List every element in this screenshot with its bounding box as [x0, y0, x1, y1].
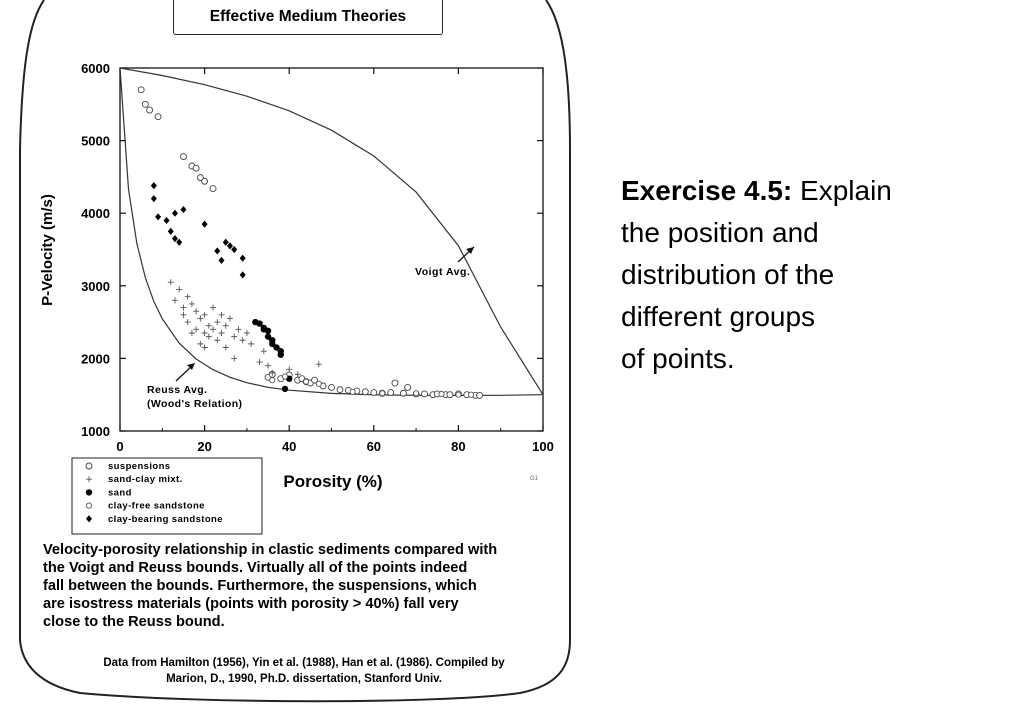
point-clay-free-sandstone	[304, 379, 309, 384]
caption-line: the Voigt and Reuss bounds. Virtually all of the points indeed	[43, 560, 468, 576]
exercise-line: different groups	[621, 301, 816, 332]
legend-label: clay-bearing sandstone	[108, 513, 223, 525]
point-sand-clay-mixt	[189, 301, 195, 307]
exercise-text	[621, 170, 1001, 380]
point-clay-bearing-sandstone	[172, 210, 178, 217]
reuss-label: (Wood's Relation)	[147, 398, 243, 410]
point-sand-clay-mixt	[210, 305, 216, 311]
credit-line: Data from Hamilton (1956), Yin et al. (1988), Han et al. (1986). Compiled by	[103, 657, 505, 669]
point-sand-clay-mixt	[202, 330, 208, 336]
point-sand-clay-mixt	[219, 312, 225, 318]
point-clay-free-sandstone	[350, 389, 355, 394]
point-sand-clay-mixt	[168, 279, 174, 285]
y-tick-label: 4000	[81, 206, 110, 222]
y-axis-label: P-Velocity (m/s)	[39, 194, 56, 306]
point-clay-bearing-sandstone	[168, 228, 174, 235]
point-suspensions	[405, 384, 411, 390]
point-suspensions	[155, 114, 161, 120]
voigt-label: Voigt Avg.	[415, 266, 471, 278]
x-tick-label: 40	[281, 439, 297, 454]
point-sand	[282, 386, 288, 392]
point-sand-clay-mixt	[202, 345, 208, 351]
exercise-line: of points.	[621, 343, 735, 374]
legend-label: suspensions	[108, 461, 171, 472]
legend-label: sand	[108, 487, 132, 499]
point-sand	[278, 352, 284, 358]
point-sand-clay-mixt	[286, 366, 292, 372]
point-sand-clay-mixt	[227, 315, 233, 321]
point-suspensions	[447, 392, 453, 398]
y-tick-label: 1000	[81, 424, 110, 439]
point-clay-free-sandstone	[270, 378, 275, 383]
point-suspensions	[138, 87, 144, 93]
point-suspensions	[337, 387, 343, 393]
point-suspensions	[362, 389, 368, 395]
point-sand-clay-mixt	[231, 355, 237, 361]
point-suspensions	[202, 178, 208, 184]
point-sand-clay-mixt	[189, 330, 195, 336]
y-tick-label: 6000	[81, 61, 110, 76]
legend-marker	[86, 503, 91, 508]
legend-marker	[86, 463, 92, 469]
legend-marker	[86, 489, 92, 495]
reuss-curve	[120, 68, 543, 395]
point-clay-bearing-sandstone	[172, 235, 178, 242]
caption-line: Velocity-porosity relationship in clastic sediments compared with	[43, 542, 498, 558]
x-tick-label: 20	[197, 439, 212, 454]
point-clay-free-sandstone	[282, 374, 287, 379]
point-sand-clay-mixt	[316, 361, 322, 367]
point-suspensions	[329, 384, 335, 390]
x-tick-label: 100	[532, 439, 554, 454]
point-sand-clay-mixt	[202, 312, 208, 318]
point-sand-clay-mixt	[248, 341, 254, 347]
point-sand-clay-mixt	[180, 305, 186, 311]
reuss-label: Reuss Avg.	[147, 384, 208, 396]
point-clay-free-sandstone	[468, 392, 473, 397]
point-sand-clay-mixt	[176, 286, 182, 292]
point-sand-clay-mixt	[185, 319, 191, 325]
x-tick-label: 0	[116, 439, 124, 454]
point-clay-free-sandstone	[456, 392, 461, 397]
point-sand-clay-mixt	[193, 308, 199, 314]
voigt-curve	[120, 68, 543, 395]
point-clay-bearing-sandstone	[240, 255, 246, 262]
point-suspensions	[210, 186, 216, 192]
caption-line: close to the Reuss bound.	[43, 614, 225, 630]
point-suspensions	[371, 390, 377, 396]
x-tick-label: 80	[451, 439, 466, 454]
point-suspensions	[193, 165, 199, 171]
point-sand-clay-mixt	[206, 334, 212, 340]
x-tick-label: 60	[366, 439, 382, 454]
point-suspensions	[477, 392, 483, 398]
point-sand-clay-mixt	[210, 326, 216, 332]
point-sand-clay-mixt	[197, 315, 203, 321]
legend-label: clay-free sandstone	[108, 500, 205, 512]
legend-label: sand-clay mixt.	[108, 474, 183, 486]
point-sand-clay-mixt	[214, 319, 220, 325]
figure-caption	[43, 541, 565, 631]
point-suspensions	[142, 101, 148, 107]
point-clay-bearing-sandstone	[223, 239, 229, 246]
y-tick-label: 5000	[81, 133, 110, 149]
point-sand-clay-mixt	[231, 334, 237, 340]
point-sand-clay-mixt	[172, 297, 178, 303]
point-clay-bearing-sandstone	[155, 213, 161, 220]
point-clay-bearing-sandstone	[214, 247, 220, 254]
point-sand-clay-mixt	[240, 337, 246, 343]
point-sand-clay-mixt	[235, 326, 241, 332]
point-sand-clay-mixt	[193, 326, 199, 332]
plot-frame	[120, 68, 543, 431]
point-clay-bearing-sandstone	[231, 246, 237, 253]
point-clay-free-sandstone	[439, 391, 444, 396]
point-clay-bearing-sandstone	[219, 257, 225, 264]
point-clay-bearing-sandstone	[202, 220, 208, 227]
point-sand-clay-mixt	[197, 341, 203, 347]
point-clay-bearing-sandstone	[240, 271, 246, 278]
point-clay-bearing-sandstone	[151, 195, 157, 202]
point-clay-bearing-sandstone	[227, 242, 233, 249]
point-clay-free-sandstone	[414, 391, 419, 396]
point-suspensions	[392, 380, 398, 386]
point-suspensions	[147, 107, 153, 113]
y-tick-label: 3000	[81, 278, 110, 294]
caption-line: are isostress materials (points with porosity > 40%) fall very	[43, 596, 459, 612]
chart	[39, 61, 554, 534]
point-sand-clay-mixt	[257, 359, 263, 365]
tick-note: G1	[530, 476, 539, 482]
point-sand-clay-mixt	[219, 330, 225, 336]
point-sand-clay-mixt	[265, 363, 271, 369]
exercise-label: Exercise 4.5:	[621, 175, 793, 206]
point-sand-clay-mixt	[223, 345, 229, 351]
data-credit	[43, 655, 565, 687]
panel-title	[173, 0, 443, 35]
point-sand-clay-mixt	[223, 323, 229, 329]
exercise-line: the position and	[621, 217, 819, 248]
point-clay-bearing-sandstone	[151, 182, 157, 189]
point-sand-clay-mixt	[180, 312, 186, 318]
point-sand-clay-mixt	[244, 330, 250, 336]
point-clay-bearing-sandstone	[180, 206, 186, 213]
credit-line: Marion, D., 1990, Ph.D. dissertation, Stanford Univ.	[166, 673, 442, 685]
y-tick-label: 2000	[81, 351, 110, 367]
point-clay-free-sandstone	[316, 381, 321, 386]
point-clay-bearing-sandstone	[164, 217, 170, 224]
x-axis-label: Porosity (%)	[283, 472, 383, 491]
point-sand-clay-mixt	[206, 323, 212, 329]
point-suspensions	[180, 154, 186, 160]
point-clay-free-sandstone	[380, 391, 385, 396]
panel-title-text: Effective Medium Theories	[209, 8, 407, 25]
caption-line: fall between the bounds. Furthermore, the suspensions, which	[43, 578, 477, 594]
point-suspensions	[422, 391, 428, 397]
point-sand	[265, 328, 271, 334]
point-suspensions	[388, 390, 394, 396]
point-clay-bearing-sandstone	[176, 239, 182, 246]
exercise-line: Explain	[800, 175, 892, 206]
exercise-line: distribution of the	[621, 259, 835, 290]
point-suspensions	[400, 390, 406, 396]
point-sand-clay-mixt	[261, 348, 267, 354]
point-sand-clay-mixt	[185, 294, 191, 300]
point-sand-clay-mixt	[214, 337, 220, 343]
